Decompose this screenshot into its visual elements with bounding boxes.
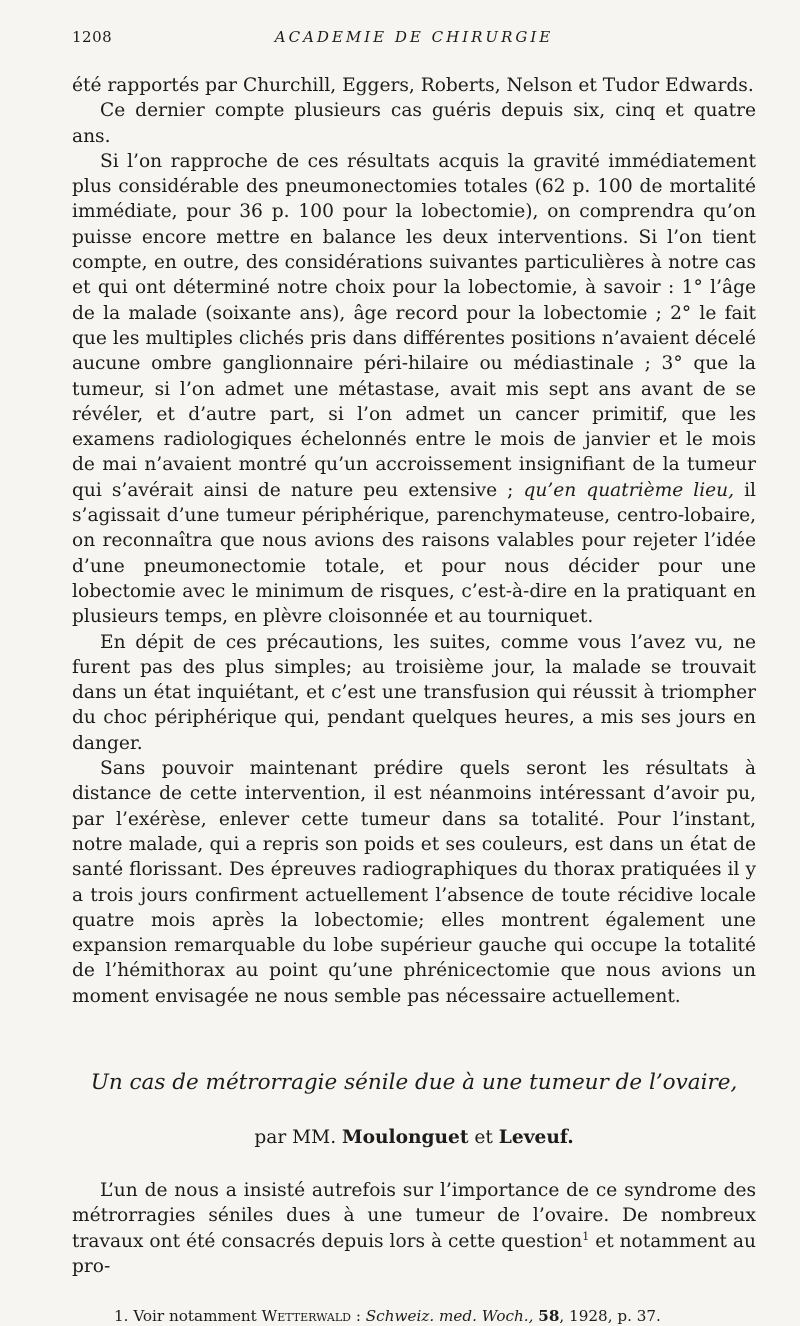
footnote	[72, 1306, 756, 1326]
page-number: 1208	[72, 28, 113, 46]
footnote-marker: 1	[582, 1229, 590, 1243]
paragraph	[72, 149, 756, 630]
footnote-volume: 58	[538, 1307, 560, 1326]
author-name: Moulonguet	[342, 1126, 469, 1148]
paragraph-text: il s’agissait d’une tumeur périphérique, parenchymateuse, centro-lobaire, on reconnaîtra que nous avions des raisons valables pour rejeter l’idée d’une pneumonectomie totale, et pour nous décider pour une lobectomie avec le minimum de risques, c’est-à-dire en la pratiquant en plusieurs temps, en plèvre cloisonnée et au tourniquet.	[72, 479, 756, 628]
footnote-journal: Schweiz. med. Woch.,	[365, 1307, 534, 1326]
footnote-number: 1.	[114, 1307, 129, 1326]
section-body	[72, 1178, 756, 1279]
article-body	[72, 73, 756, 1009]
paragraph-text: Si l’on rapproche de ces résultats acquis la gravité immédiatement plus considérable des pneumonectomies totales (62 p. 100 de mortalité immédiate, pour 36 p. 100 pour la lobectomie), on comprendra qu’on puisse encore mettre en balance les deux interventions. Si l’on tient compte, en outre, des considérations suivantes particulières à notre cas et qui ont déterminé notre choix pour la lobectomie, à savoir : 1° l’âge de la malade (soixante ans), âge record pour la lobectomie ; 2° le fait que les multiples clichés pris dans différentes positions n’avaient décelé aucune ombre ganglionnaire péri-hilaire ou médiastinale ; 3° que la tumeur, si l’on admet une métastase, avait mis sept ans avant de se révéler, et d’autre part, si l’on admet un cancer primitif, que les examens radiologiques échelonnés entre le mois de janvier et le mois de mai n’avaient montré qu’un accroissement insignifiant de la tumeur qui s’avérait ainsi de nature peu extensive ;	[72, 150, 756, 501]
author-name: Leveuf.	[498, 1126, 574, 1148]
byline-prefix: par MM.	[254, 1126, 337, 1148]
paragraph	[72, 1178, 756, 1279]
paragraph: En dépit de ces précautions, les suites, comme vous l’avez vu, ne furent pas des plus simples; au troisième jour, la malade se trouvait dans un état inquiétant, et c’est une transfusion qui réussit à triompher du choc périphérique qui, pendant quelques heures, a mis ses jours en danger.	[72, 631, 756, 754]
byline-join: et	[474, 1126, 493, 1148]
journal-title: ACADEMIE DE CHIRURGIE	[274, 28, 554, 46]
running-head	[72, 28, 756, 52]
footnote-rest: , 1928, p. 37.	[559, 1307, 661, 1326]
paragraph-continuation: été rapportés par Churchill, Eggers, Roberts, Nelson et Tudor Edwards.	[72, 75, 754, 96]
byline	[72, 1125, 756, 1150]
italic-phrase: qu’en quatrième lieu,	[523, 479, 735, 501]
paragraph: Ce dernier compte plusieurs cas guéris depuis six, cinq et quatre ans.	[72, 100, 756, 147]
paragraph-text: L’un de nous a insisté autrefois sur l’importance de ce syndrome des métrorragies séniles dues à une tumeur de l’ovaire. De nombreux travaux ont été consacrés depuis lors à cette question	[72, 1179, 756, 1252]
paragraph: Sans pouvoir maintenant prédire quels seront les résultats à distance de cette intervention, il est néanmoins intéressant d’avoir pu, par l’exérèse, enlever cette tumeur dans sa totalité. Pour l’instant, notre malade, qui a repris son poids et ses couleurs, est dans un état de santé florissant. Des épreuves radiographiques du thorax pratiquées il y a trois jours confirment actuellement l’absence de toute récidive locale quatre mois après la lobectomie; elles montrent également une expansion remarquable du lobe supérieur gauche qui occupe la totalité de l’hémithorax au point qu’une phrénicectomie que nous avions un moment envisagée ne nous semble pas nécessaire actuellement.	[72, 758, 756, 1007]
paragraph-text: et notamment au pro-	[72, 1230, 756, 1277]
footnote-text: Voir notamment	[133, 1307, 257, 1326]
page	[72, 28, 756, 1326]
footnote-author: Wetterwald	[261, 1307, 351, 1326]
section-title: Un cas de métrorragie sénile due à une tumeur de l’ovaire,	[90, 1069, 738, 1095]
footnote-separator: :	[351, 1307, 366, 1326]
